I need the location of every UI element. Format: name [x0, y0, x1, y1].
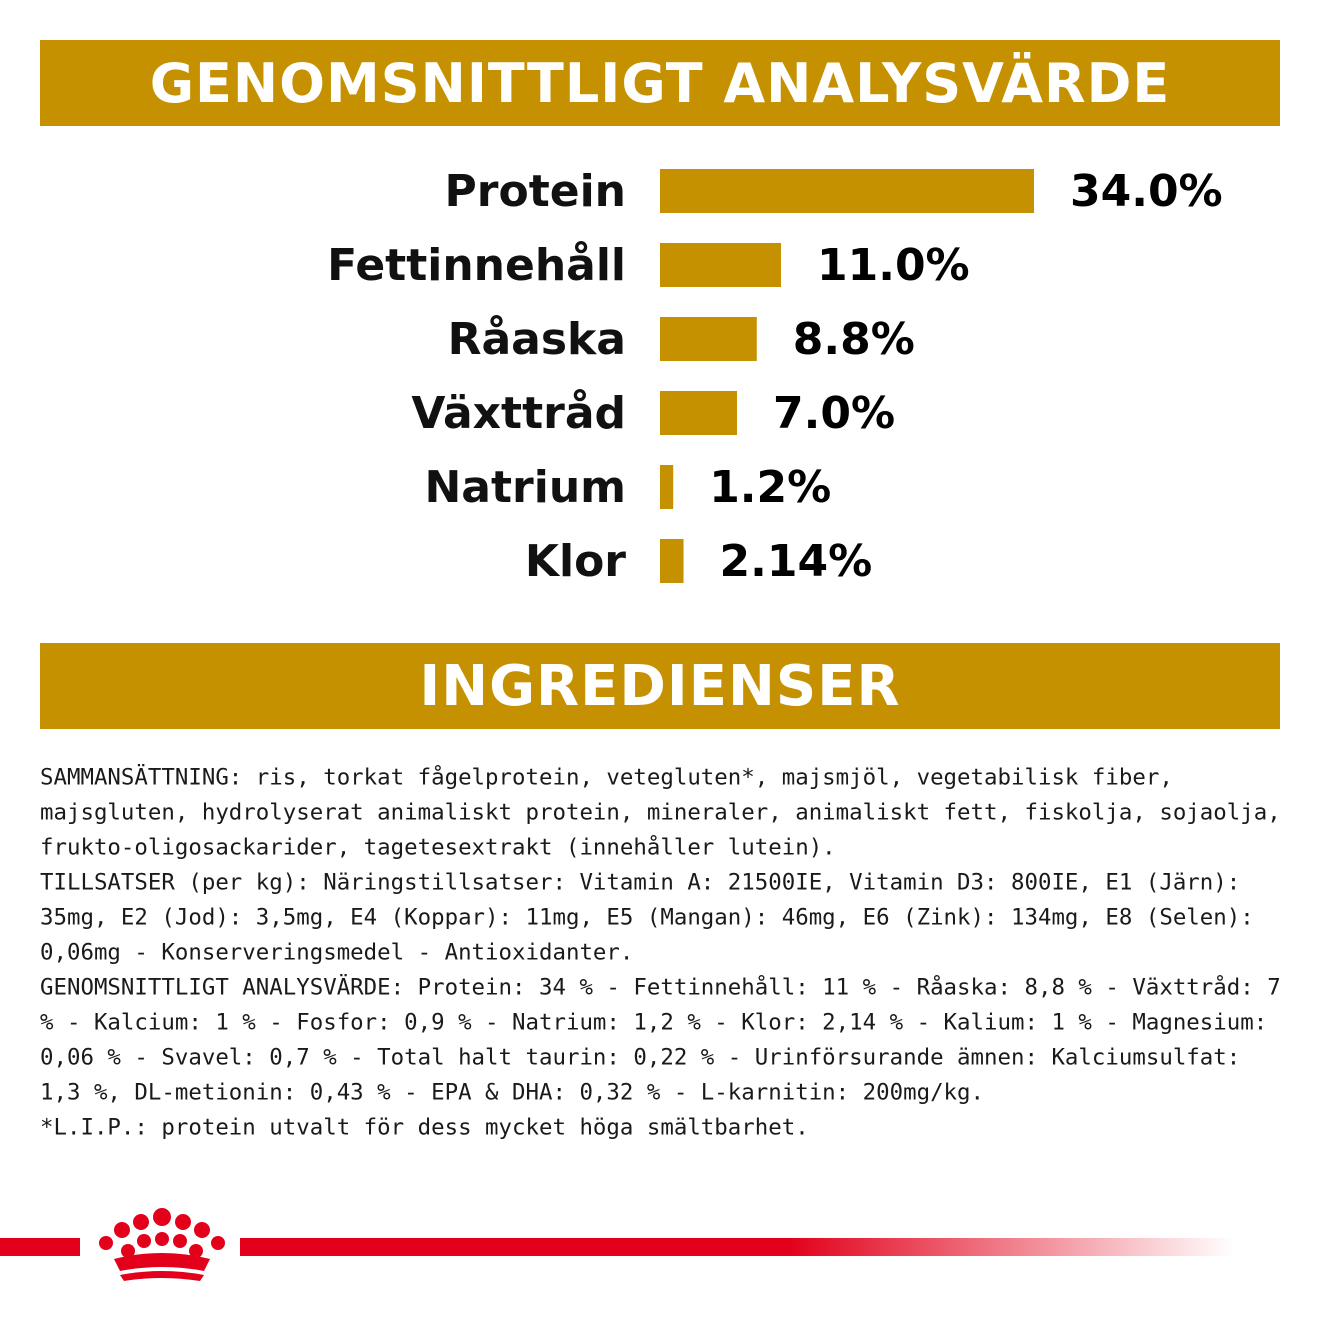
category-label: Klor [524, 536, 626, 587]
value-label: 8.8% [792, 314, 915, 365]
value-label: 34.0% [1070, 166, 1223, 217]
value-label: 1.2% [709, 462, 832, 513]
category-label: Växttråd [411, 388, 626, 439]
bar [660, 391, 737, 435]
bar [660, 465, 673, 509]
value-label: 7.0% [773, 388, 896, 439]
bar [660, 539, 684, 583]
bar [660, 317, 757, 361]
category-label: Natrium [424, 462, 626, 513]
bar [660, 169, 1034, 213]
category-label: Råaska [447, 314, 626, 365]
composition-paragraph: SAMMANSÄTTNING: ris, torkat fågelprotein, vetegluten*, majsmjöl, vegetabilisk fiber, majsgluten, hydrolyserat animaliskt protein, mineraler, animaliskt fett, fiskolja, sojaolja, frukto-oligosackarider, tagetesextrakt (innehåller lutein). [40, 763, 1295, 860]
ingredients-banner [40, 643, 1280, 729]
value-label: 11.0% [817, 240, 970, 291]
analysis-paragraph: GENOMSNITTLIGT ANALYSVÄRDE: Protein: 34 % - Fettinnehåll: 11 % - Råaska: 8,8 % - Växttråd: 7 % - Kalcium: 1 % - Fosfor: 0,9 % - Natrium: 1,2 % - Klor: 2,14 % - Kalium: 1 % - Magnesium: 0,06 % - Svavel: 0,7 % - Total halt taurin: 0,22 % - Urinförsurande ämnen: Kalciumsulfat: 1,3 %, DL-metionin: 0,43 % - EPA & DHA: 0,32 % - L-karnitin: 200mg/kg. [40, 973, 1295, 1105]
category-label: Protein [444, 166, 626, 217]
bar [660, 243, 781, 287]
category-label: Fettinnehåll [327, 240, 626, 291]
ingredients-text-block [40, 760, 1295, 1145]
additives-paragraph: TILLSATSER (per kg): Näringstillsatser: Vitamin A: 21500IE, Vitamin D3: 800IE, E1 (Järn): 35mg, E2 (Jod): 3,5mg, E4 (Koppar): 11mg, E5 (Mangan): 46mg, E6 (Zink): 134mg, E8 (Selen): 0,06mg - Konserveringsmedel - Antioxidanter. [40, 868, 1268, 965]
value-label: 2.14% [719, 536, 873, 587]
footer-stripe-right [240, 1238, 1235, 1256]
analysis-heading: GENOMSNITTLIGT ANALYSVÄRDE [149, 51, 1171, 115]
ingredients-heading: INGREDIENSER [419, 653, 901, 719]
analysis-banner [40, 40, 1280, 126]
analysis-bar-chart [0, 140, 1320, 610]
lip-footnote: *L.I.P.: protein utvalt för dess mycket höga smältbarhet. [40, 1113, 809, 1140]
footer-stripe-left [0, 1238, 80, 1256]
crown-icon [92, 1205, 232, 1285]
